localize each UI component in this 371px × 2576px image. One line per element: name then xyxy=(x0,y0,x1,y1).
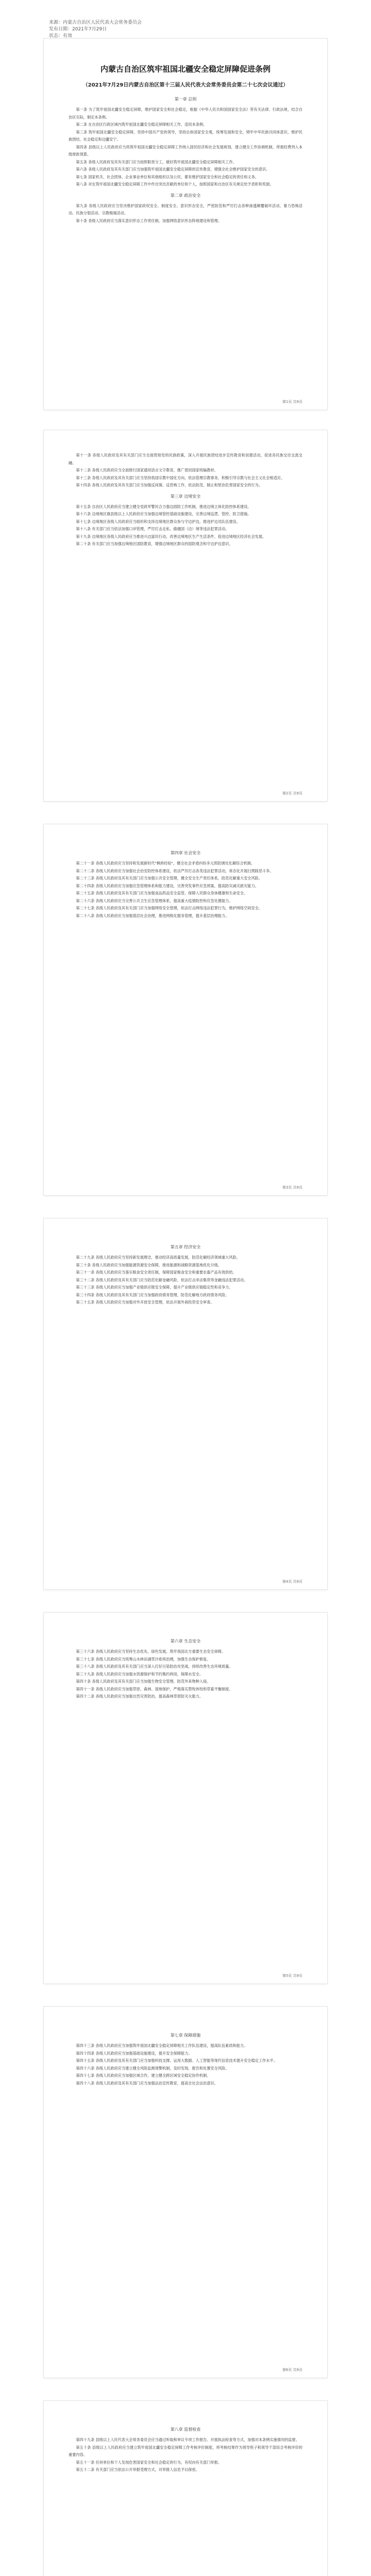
article-paragraph: 第五十一条 任何单位和个人发现危害国家安全和社会稳定的行为，有权向有关部门举报。 xyxy=(76,2460,222,2465)
article-paragraph: 第五十条 县级以上人民政府应当建立筑牢祖国北疆安全稳定屏障工作考核评价制度，将考核结果作为领导班子和领导干部综合考核评价的重要内容。 xyxy=(69,2445,302,2457)
document-page xyxy=(44,39,327,410)
article-paragraph: 第三十三条 各级人民政府应当加强产业链供应链安全保障，提升产业链供应链稳定性和竞争力。 xyxy=(76,1285,233,1290)
page-number: 第1页 共9页 xyxy=(282,400,302,404)
article-paragraph: 第二十条 有关部门应当加强边境地区国防教育，增强边境地区群众的国防观念和守边护边意识。 xyxy=(76,541,233,546)
article-paragraph: 第四十一条 各级人民政府应当加强草原、森林、湿地保护，严格落实禁牧休牧和草畜平衡制度。 xyxy=(76,1686,233,1691)
article-paragraph: 第四十三条 各级人民政府应当加强筑牢祖国北疆安全稳定屏障相关工作队伍建设，提高队伍素质和能力。 xyxy=(76,2043,248,2048)
article-paragraph: 第三十八条 各级人民政府及其有关部门应当深入打好污染防治攻坚战，持续改善生态环境质量。 xyxy=(76,1664,233,1669)
article-paragraph: 第十条 各级人民政府应当落实意识形态工作责任制，加强网络意识形态阵地建设和管理。 xyxy=(76,218,222,223)
article-paragraph: 第八条 对在筑牢祖国北疆安全稳定屏障工作中作出突出贡献的单位和个人，按照国家和自治区有关规定给予表彰和奖励。 xyxy=(76,182,274,187)
chapter-heading: 第六章 生态安全 xyxy=(170,1639,201,1643)
article-paragraph: 第十二条 各级人民政府应当全面推行国家通用语言文字教育，推广使用国家统编教材。 xyxy=(76,468,218,472)
article-paragraph: 第二十八条 各级人民政府应当加强基层社会治理，推进网格化服务管理，提升基层治理能力。 xyxy=(76,913,229,918)
article-paragraph: 第四十四条 各级人民政府应当加强基础设施建设，提升安全保障能力。 xyxy=(76,2050,192,2056)
article-paragraph: 第二十四条 各级人民政府应当加强应急管理体系和能力建设，完善突发事件应急预案，提高防灾减灾救灾能力。 xyxy=(76,883,259,888)
document-page xyxy=(44,1613,327,1984)
article-paragraph: 第二十二条 各级人民政府应当加强社会治安防控体系建设，依法严厉打击各类违法犯罪活动，常态化开展扫黑除恶斗争。 xyxy=(76,868,274,873)
article-paragraph: 第十九条 边境地区各级人民政府应当推进兴边富民行动，改善边境地区生产生活条件，促进边境地区经济社会发展。 xyxy=(76,534,266,539)
meta-source: 来源：内蒙古自治区人民代表大会常务委员会 xyxy=(49,20,142,25)
article-paragraph: 第十一条 各级人民政府及其有关部门应当全面贯彻党的民族政策，深入开展民族团结进步宣传教育和创建活动，促进各民族交往交流交融。 xyxy=(69,453,302,465)
article-paragraph: 第二十九条 各级人民政府应当坚持新发展理念，推动经济高质量发展，防范化解经济领域重大风险。 xyxy=(76,1255,240,1260)
page-number: 第4页 共9页 xyxy=(282,1580,302,1584)
document-page xyxy=(44,2401,327,2576)
chapter-heading: 第五章 经济安全 xyxy=(170,1245,201,1249)
article-paragraph: 第二十三条 各级人民政府及其有关部门应当加强公共安全管理，健全安全生产责任体系，防范化解重大安全风险。 xyxy=(76,876,263,880)
page-number: 第3页 共9页 xyxy=(282,1185,302,1190)
article-paragraph: 第十三条 各级人民政府及其有关部门应当坚持我国宗教中国化方向，依法管理宗教事务，积极引导宗教与社会主义社会相适应。 xyxy=(76,475,285,480)
chapter-heading: 第三章 边境安全 xyxy=(170,494,201,499)
doc-title: 内蒙古自治区筑牢祖国北疆安全稳定屏障促进条例 xyxy=(100,64,271,74)
article-paragraph: 第四十二条 各级人民政府应当加强自然灾害防治，提高森林草原防灭火能力。 xyxy=(76,1694,204,1699)
chapter-heading: 第一章 总则 xyxy=(174,97,197,101)
page-number: 第2页 共9页 xyxy=(282,791,302,795)
document-page xyxy=(44,430,327,801)
article-paragraph: 第二十一条 各级人民政府应当坚持和发展新时代"枫桥经验"，健全社会矛盾纠纷多元预防调处化解综合机制。 xyxy=(76,861,255,866)
chapter-heading: 第七章 保障措施 xyxy=(170,2033,201,2038)
page-number: 第6页 共9页 xyxy=(282,2368,302,2372)
article-paragraph: 第六条 各级人民政府及其有关部门应当加强筑牢祖国北疆安全稳定屏障的宣传教育，增强全社会维护国家安全的意识。 xyxy=(76,167,270,172)
article-paragraph: 第三条 筑牢祖国北疆安全稳定屏障，坚持中国共产党的领导，坚持总体国家安全观，统筹发展和安全，铸牢中华民族共同体意识，维护民族团结、社会稳定和边疆安宁。 xyxy=(69,129,302,142)
page-number: 第5页 共9页 xyxy=(282,1974,302,1978)
doc-meta xyxy=(49,20,142,40)
meta-status: 状态：有效 xyxy=(49,33,73,39)
chapter-heading: 第二章 政治安全 xyxy=(170,193,201,198)
doc-subtitle: （2021年7月29日内蒙古自治区第十三届人民代表大会常务委员会第二十七次会议通过） xyxy=(82,82,289,88)
article-paragraph: 第二十七条 各级人民政府及其有关部门应当加强网络安全管理，依法打击网络违法犯罪行为，维护网络空间安全。 xyxy=(76,906,263,910)
article-paragraph: 第四十条 各级人民政府及其有关部门应当加强生物安全管理，防范外来物种入侵。 xyxy=(76,1679,211,1684)
article-paragraph: 第五十二条 有关部门应当依法公开举报受理方式，对举报人信息予以保密。 xyxy=(76,2467,199,2472)
article-paragraph: 第三十二条 各级人民政府及其有关部门应当防范化解金融风险，依法打击非法集资等金融违法犯罪活动。 xyxy=(76,1277,248,1282)
article-paragraph: 第四十七条 各级人民政府应当加强区域合作，建立健全跨区域安全稳定协作机制。 xyxy=(76,2073,211,2078)
article-paragraph: 第十四条 各级人民政府及其有关部门应当加强反间谍、反恐怖工作，依法防范、制止和惩治危害国家安全的行为。 xyxy=(76,483,263,487)
article-paragraph: 第十七条 边境地区各级人民政府应当组织和支持边境地区群众参与守边护边，推进护边员队伍建设。 xyxy=(76,519,240,524)
article-paragraph: 第七条 国家机关、社会团体、企业事业单位和其他组织以及公民，都有维护国家安全和社会稳定的责任和义务。 xyxy=(76,174,259,179)
article-paragraph: 第三十五条 各级人民政府应当加强对外开放安全管理，依法开展外商投资安全审查。 xyxy=(76,1300,214,1304)
article-paragraph: 第九条 各级人民政府应当坚决维护国家政权安全、制度安全、意识形态安全，严密防范和严厉打击各种渗透颠覆破坏活动、暴力恐怖活动、民族分裂活动、宗教极端活动。 xyxy=(69,203,302,215)
article-paragraph: 第三十六条 各级人民政府应当坚持生态优先、绿色发展，筑牢我国北方重要生态安全屏障。 xyxy=(76,1649,226,1654)
document-page xyxy=(44,1218,327,1589)
article-paragraph: 第二条 在自治区行政区域内筑牢祖国北疆安全稳定屏障相关工作，适用本条例。 xyxy=(76,122,207,127)
article-paragraph: 第三十九条 各级人民政府应当加强水资源保护和节约集约利用，保障水安全。 xyxy=(76,1671,204,1676)
article-paragraph: 第四十八条 各级人民政府及其有关部门应当加强法治宣传教育，提高全社会法治意识。 xyxy=(76,2080,218,2086)
article-paragraph: 第四条 县级以上人民政府应当将筑牢祖国北疆安全稳定屏障工作纳入国民经济和社会发展规划，建立健全工作协调机制，所需经费列入本级财政预算。 xyxy=(69,144,302,157)
article-paragraph: 第三十七条 各级人民政府应当统筹山水林田湖草沙系统治理，加强生态保护修复。 xyxy=(76,1656,211,1662)
article-paragraph: 第四十九条 县级以上人民代表大会常务委员会应当通过听取和审议专项工作报告、开展执法检查等方式，加强对本条例实施情况的监督。 xyxy=(76,2437,299,2442)
chapter-heading: 第四章 社会安全 xyxy=(170,851,201,855)
article-paragraph: 第四十六条 各级人民政府应当建立健全风险监测预警机制，及时发现、报告和处置安全风险。 xyxy=(76,2065,229,2071)
article-paragraph: 第十五条 自治区人民政府应当建立健全党政军警民合力强边固防工作机制，推进边境立体化防控体系建设。 xyxy=(76,504,251,509)
article-paragraph: 第三十条 各级人民政府应当加强能源资源安全保障，推进能源和战略资源基地优化升级。 xyxy=(76,1262,222,1267)
article-paragraph: 第十八条 有关部门应当依法加强口岸管理，严厉打击走私、偷越国（边）境等违法犯罪活动。 xyxy=(76,527,229,531)
article-paragraph: 第二十五条 各级人民政府及其有关部门应当加强食品药品安全监管，保障人民群众身体健康和生命安全。 xyxy=(76,891,248,895)
article-paragraph: 第一条 为了筑牢祖国北疆安全稳定屏障，维护国家安全和社会稳定，根据《中华人民共和国国家安全法》等有关法律、行政法规，结合自治区实际，制定本条例。 xyxy=(69,107,302,120)
meta-date: 发布日期：2021年7月29日 xyxy=(49,27,107,32)
document-page xyxy=(44,824,327,1195)
document-page xyxy=(44,2007,327,2378)
article-paragraph: 第十六条 边境地区旗县级以上人民政府应当加强边境管控基础设施建设，完善边境巡逻、管控、防卫措施。 xyxy=(76,512,251,516)
article-paragraph: 第三十四条 各级人民政府及其有关部门应当加强政府债务管理，防范化解地方政府债务风险。 xyxy=(76,1292,229,1297)
article-paragraph: 第三十一条 各级人民政府应当落实粮食安全责任制，保障国家粮食安全和重要农畜产品有效供给。 xyxy=(76,1270,237,1275)
article-paragraph: 第二十六条 各级人民政府应当完善公共卫生应急管理体系，提高重大疫情防控和应急处置能力。 xyxy=(76,898,233,903)
article-paragraph: 第四十五条 各级人民政府及其有关部门应当加强科技支撑，运用大数据、人工智能等现代信息技术提升安全稳定工作水平。 xyxy=(76,2058,277,2063)
chapter-heading: 第八章 监督检查 xyxy=(170,2427,201,2432)
article-paragraph: 第五条 各级人民政府及其有关部门应当按照职责分工，做好筑牢祖国北疆安全稳定屏障相关工作。 xyxy=(76,159,237,164)
